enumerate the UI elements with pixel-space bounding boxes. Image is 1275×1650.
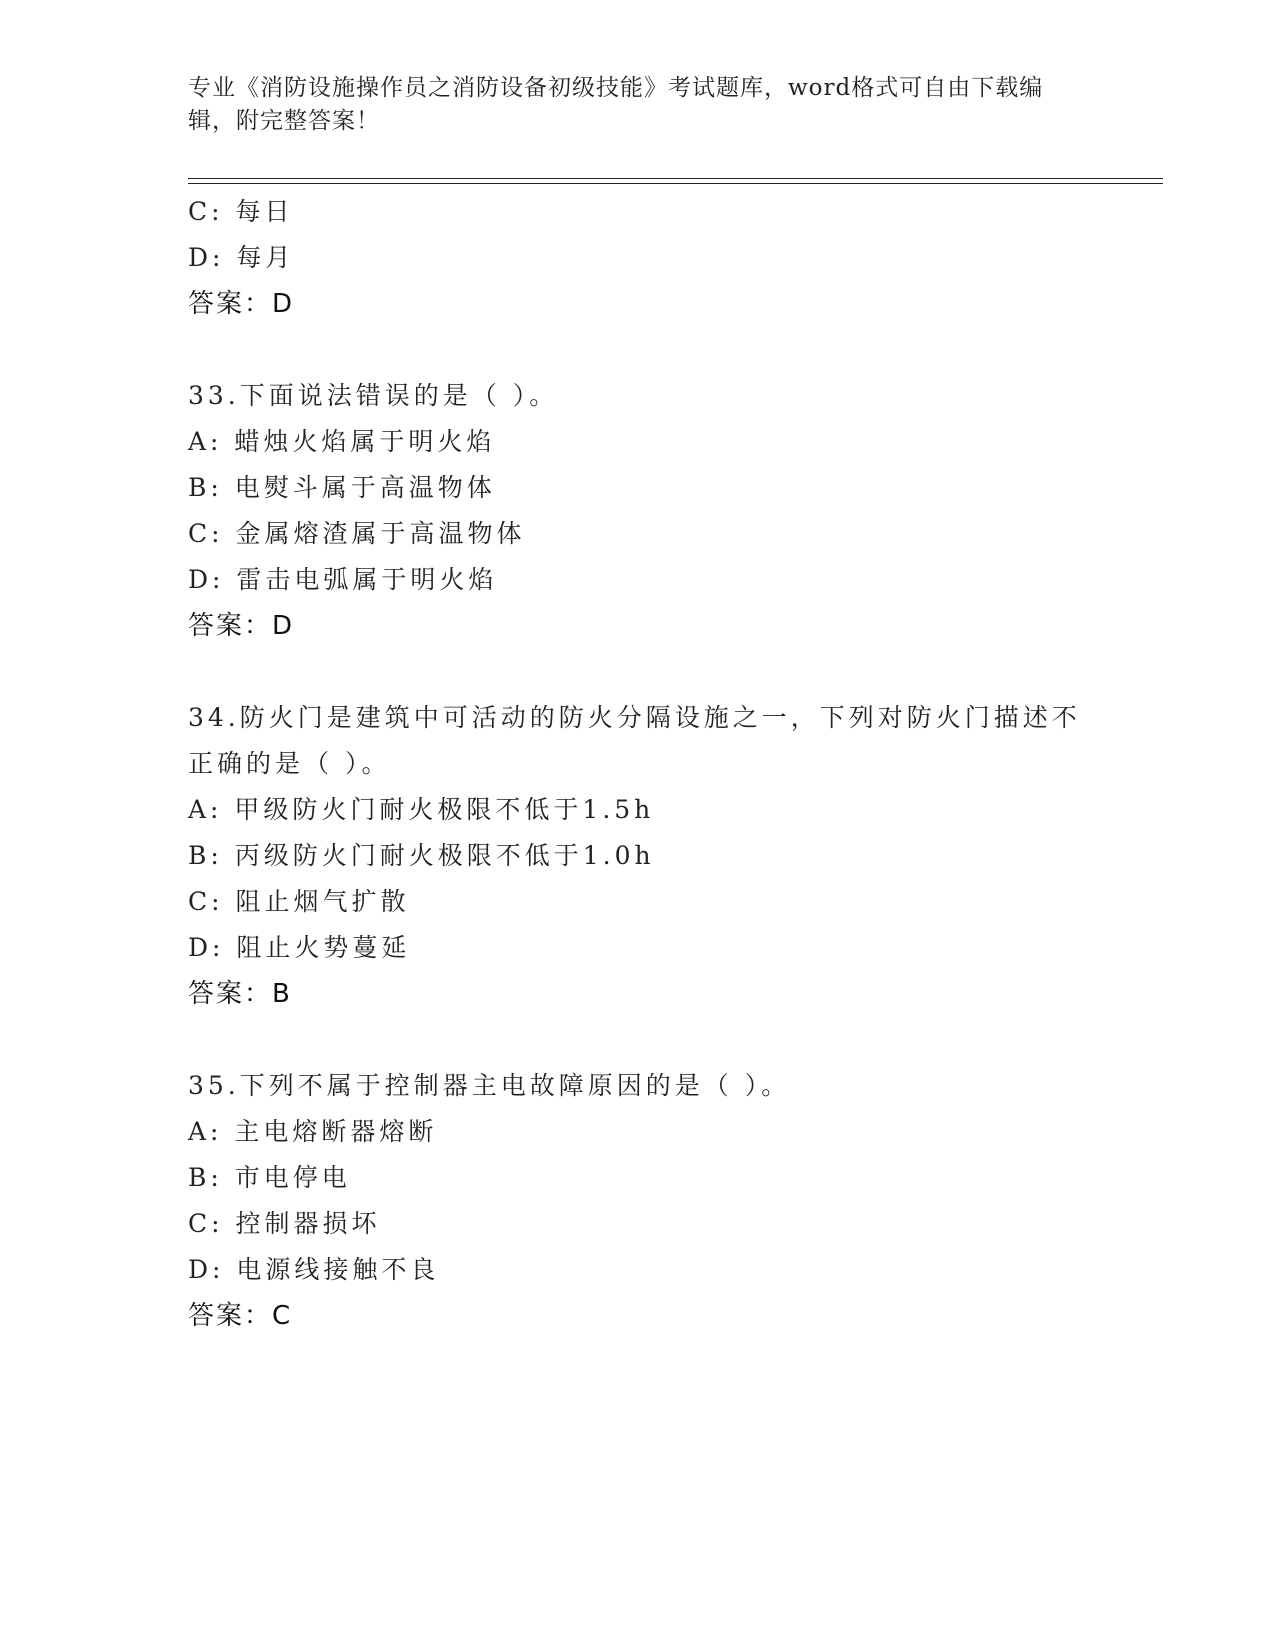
question-list (188, 189, 1088, 1339)
question-stem: 33.下面说法错误的是（ ）。 (188, 381, 559, 410)
spacer (188, 1017, 1088, 1063)
option-c: C: 金属熔渣属于高温物体 (188, 519, 526, 548)
header-divider-bottom (188, 183, 1163, 184)
question-stem: 35.下列不属于控制器主电故障原因的是（ ）。 (188, 1071, 791, 1100)
question-stem-line-1: 34.防火门是建筑中可活动的防火分隔设施之一，下列对防火门描述不 (188, 703, 1081, 732)
option-d: D: 雷击电弧属于明火焰 (188, 565, 498, 594)
question-32-tail (188, 189, 1088, 327)
option-c: C: 阻止烟气扩散 (188, 887, 410, 916)
option-b: B: 丙级防火门耐火极限不低于1.0h (188, 841, 655, 870)
option-d: D: 阻止火势蔓延 (188, 933, 411, 962)
question-stem-line-2: 正确的是（ ）。 (188, 749, 391, 778)
option-c: C: 每日 (188, 197, 294, 226)
spacer (188, 649, 1088, 695)
header-divider-top (188, 178, 1163, 179)
question-33 (188, 373, 1088, 649)
header-line-2: 辑，附完整答案！ (188, 108, 380, 134)
answer: 答案：D (188, 289, 295, 319)
spacer (188, 327, 1088, 373)
document-header (188, 72, 1088, 138)
question-34 (188, 695, 1088, 1017)
header-line-1: 专业《消防设施操作员之消防设备初级技能》考试题库，word格式可自由下载编 (188, 75, 1044, 101)
option-a: A: 甲级防火门耐火极限不低于1.5h (188, 795, 655, 824)
option-b: B: 电熨斗属于高温物体 (188, 473, 496, 502)
answer: 答案：C (188, 1301, 293, 1331)
option-d: D: 电源线接触不良 (188, 1255, 440, 1284)
option-a: A: 蜡烛火焰属于明火焰 (188, 427, 496, 456)
question-35 (188, 1063, 1088, 1339)
answer: 答案：D (188, 611, 295, 641)
option-c: C: 控制器损坏 (188, 1209, 381, 1238)
option-b: B: 市电停电 (188, 1163, 351, 1192)
answer: 答案：B (188, 979, 292, 1009)
option-d: D: 每月 (188, 243, 295, 272)
option-a: A: 主电熔断器熔断 (188, 1117, 438, 1146)
